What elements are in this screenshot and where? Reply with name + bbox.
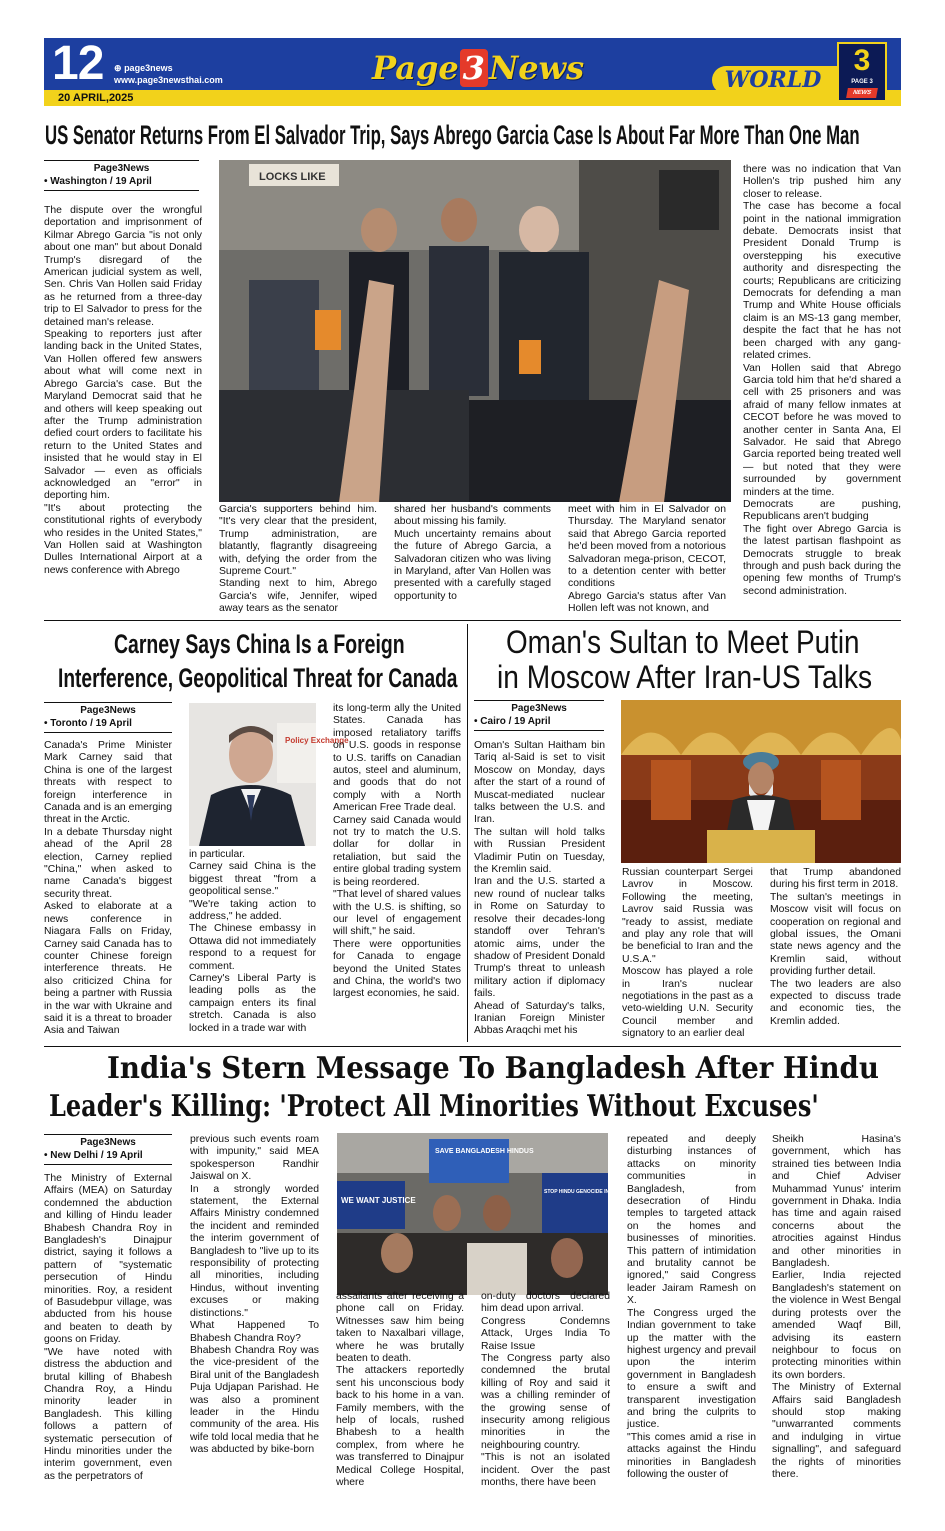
article4-col1-text: The Ministry of External Affairs (MEA) on Saturday condemned the abduction and killing of Hindu leader Bhabesh Chandra Roy in Bangladesh's Dinajpur district, saying it follows a pattern of "systematic persecution of Hindu minorities. Roy, a resident of Basudebpur village, was abducted from his house and beaten to death by goons on Friday. "We have noted with distress the abduction and brutal killing of Bhabesh Chandra Roy, a Hindu minority leader in Bangladesh. This killing follows a pattern of systematic persecution of Hindu minorities under the interim government, even as the perpetrators of — [44, 1173, 172, 1482]
article2-photo-sign: Policy Exchange — [285, 736, 349, 745]
article3-col1-text: Oman's Sultan Haitham bin Tariq al-Said is set to visit Moscow on Monday, days after the start of a round of Muscat-mediated nuclear talks between the U.S. and Iran. The sultan will hold talks with Russian President Vladimir Putin on Tuesday, the Kremlin said. Iran and the U.S. started a new round of nuclear talks in Rome on Saturday to resolve their decades-long standoff over Tehran's atomic aims, under the shadow of President Donald Trump's threat to unleash military action if diplomacy fails. Ahead of Saturday's talks, Iranian Foreign Minister Abbas Araqchi met his — [474, 740, 605, 1037]
article1-source: Page3News — [44, 160, 199, 175]
article4-col4 — [481, 1291, 610, 1491]
article4-headline-line1: India's Stern Message To Bangladesh After Hindu — [107, 1051, 879, 1086]
article1-col1-text: The dispute over the wrongful deportation and imprisonment of Kilmar Abrego Garcia "is not only about one man" but about Donald Trump's disregard of the American judicial system as well, Sen. Chris Van Hollen said Friday as he returned from a three-day trip to El Salvador to press for the detained man's release. Speaking to reporters just after landing back in the United States, Van Hollen offered few answers about what will come next in Abrego Garcia's case. But the Maryland Democrat said that he and others will keep speaking out after the Trump administration defied court orders to facilitate his return to the United States and insisted that he would stay in El Salvador — even as officials acknowledged an "error" in deporting him. "It's about protecting the constitutional rights of everybody who resides in the United States," Van Hollen said at Washington Dulles International Airport at a news conference with Abrego — [44, 205, 202, 576]
page-number: 12 — [52, 37, 104, 90]
article2-headline-line1: Carney Says China Is a Foreign — [114, 629, 405, 659]
article3-byline — [474, 700, 604, 731]
article4-col2-text: previous such events roam with impunity," said MEA spokesperson Randhir Jaiswal on X. In a strongly worded statement, the External Affairs Ministry condemned the incident and reminded the interim government of Bangladesh to "live up to its responsibility of protecting all minorities, including Hindus, without inventing excuses or making distinctions." What Happened To Bhabesh Chandra Roy? Bhabesh Chandra Roy was the vice-president of the Biral unit of the Bangladesh Puja Udjapan Parishad. He was also a prominent leader in the Hindu community of the area. His wife told local media that he was abducted by bike-born — [190, 1134, 319, 1456]
article3-col1 — [474, 740, 605, 1042]
article4-source: Page3News — [44, 1134, 172, 1149]
article3-headline-line1: Oman's Sultan to Meet Putin — [506, 624, 860, 660]
corner-logo-line1: PAGE 3 — [851, 79, 873, 85]
article4-col5 — [627, 1134, 756, 1491]
article4-col3-text: assailants after receiving a phone call on Friday. Witnesses saw him being taken to Naxalbari village, where he was brutally beaten to death. The attackers reportedly sent his unconscious body back to his home in a van. Family members, with the help of locals, rushed Bhabesh to a health complex, from where he was transferred to Dinajpur Medical College Hospital, where — [336, 1291, 464, 1489]
article1-col5-text: there was no indication that Van Hollen's trip pushed him any closer to release. The case has become a focal point in the national immigration debate. Democrats insist that President Donald Trump is overstepping his executive authority and disrespecting the courts; Republicans are criticizing Democrats for defending a man Trump and White House officials claim is an MS-13 gang member, despite the fact that he has not been charged with any gang-related crimes. Van Hollen said that Abrego Garcia told him that he'd shared a cell with 25 prisoners and was afraid of many fellow inmates at CECOT before he was moved to another center in Santa Ana, El Salvador. He said that Abrego Garcia reported being treated well — but noted that they were surrounded by government minders at the time. Democrats are pushing, Republicans aren't budging The fight over Abrego Garcia is the latest partisan flashpoint as Democrats struggle to break through and push back during the opening few months of Trump's second administration. — [743, 164, 901, 597]
article3-col3 — [770, 867, 901, 1042]
article1-col5 — [743, 164, 901, 617]
article2-col1 — [44, 740, 172, 1042]
article4-dateline: • New Delhi / 19 April — [44, 1149, 172, 1165]
article4-byline — [44, 1134, 172, 1165]
article2-dateline: • Toronto / 19 April — [44, 717, 172, 733]
article1-col1 — [44, 205, 202, 617]
article3-col2-text: Russian counterpart Sergei Lavrov in Moscow. Following the meeting, Lavrov said Russia was "ready to assist, mediate and play any role that will be beneficial to Iran and the U.S.A." Moscow has played a role in Iran's nuclear negotiations in the past as a veto-wielding U.N. Security Council member and signatory to an earlier deal — [622, 867, 753, 1040]
article4-col1 — [44, 1173, 172, 1491]
article1-col2 — [219, 504, 377, 617]
article3-source: Page3News — [474, 700, 604, 715]
corner-logo — [837, 42, 887, 102]
article3-headline-line2: in Moscow After Iran-US Talks — [497, 659, 873, 695]
article4-col4-text: on-duty doctors declared him dead upon arrival. Congress Condemns Attack, Urges India To Raise Issue The Congress party also condemned the brutal killing of Roy and said it was a chilling reminder of the growing sense of insecurity among religious minorities in the neighbouring country. "This is not an isolated incident. Over the past months, there have been — [481, 1291, 610, 1489]
article1-dateline: • Washington / 19 April — [44, 175, 199, 191]
article2-photo — [189, 703, 349, 846]
article3-dateline: • Cairo / 19 April — [474, 715, 604, 731]
article1-col3-text: shared her husband's comments about missing his family. Much uncertainty remains about the future of Abrego Garcia, a Salvadoran citizen who was living in Maryland, after Van Hollen was presented with a carefully staged opportunity to — [394, 504, 551, 602]
corner-logo-line2: NEWS — [846, 88, 878, 98]
article2-col2 — [189, 849, 316, 1042]
website-link[interactable]: www.page3newsthai.com — [114, 75, 223, 85]
article1-col4-text: meet with him in El Salvador on Thursday. The Maryland senator said that Abrego Garcia reported he'd been moved from a notorious Salvadoran mega-prison, CECOT, to a detention center with better conditions Abrego Garcia's status after Van Hollen left was not known, and — [568, 504, 726, 615]
article1-byline — [44, 160, 199, 191]
article1-col3 — [394, 504, 551, 617]
article4-photo-sign3: STOP HINDU GENOCIDE IN BANGLADESH — [544, 1189, 646, 1195]
divider-vertical — [467, 624, 468, 1042]
article1-headline: US Senator Returns From El Salvador Trip, Says Abrego Garcia Case Is About Far More Than One Man — [45, 120, 860, 150]
article3-col3-text: that Trump abandoned during his first term in 2018. The sultan's meetings in Moscow visit will focus on cooperation on regional and global issues, the Omani state news agency and the Kremlin said, without providing further detail. The two leaders are also expected to discuss trade and economic ties, the Kremlin added. — [770, 867, 901, 1027]
article4-col6-text: Sheikh Hasina's government, which has strained ties between India and Chief Adviser Muhammad Yunus' interim government in Dhaka. India has time and again raised concerns about the atrocities against Hindus and other minorities in Bangladesh. Earlier, India rejected Bangladesh's statement on the violence in West Bengal during protests over the amended Waqf Bill, advising its eastern neighbour to focus on protecting minorities within its own borders. The Ministry of External Affairs said Bangladesh should stop making "unwarranted comments and indulging in virtue signalling", and safeguard the rights of minorities there. — [772, 1134, 901, 1480]
section-tab — [712, 66, 837, 94]
article4-col6 — [772, 1134, 901, 1491]
article4-col2 — [190, 1134, 319, 1491]
article2-headline-line2: Interference, Geopolitical Threat for Canada — [58, 663, 458, 693]
divider-article4 — [44, 1046, 901, 1047]
article2-col3-text: its long-term ally the United States. Canada has imposed retaliatory tariffs on U.S. goods in response to U.S. tariffs on Canadian autos, steel and aluminum, and goods that do not comply with a North American Free Trade deal. Carney said Canada would not try to match the U.S. dollar for dollar in retaliation, but said the entire global trading system is being reordered. "That level of shared values with the U.S. is shifting, so our level of engagement will shift," he said. There were opportunities for Canada to engage beyond the United States and China, the world's two largest economies, he said. — [333, 703, 461, 1000]
globe-icon: ⊕ — [114, 63, 122, 73]
article2-col2-text: in particular. Carney said China is the biggest threat "from a geopolitical sense." "We're taking action to address," he added. The Chinese embassy in Ottawa did not immediately respond to a request for comment. Carney's Liberal Party is leading polls as the campaign enters its final stretch. Canada is also locked in a trade war with — [189, 849, 316, 1034]
article3-col2 — [622, 867, 753, 1042]
article4-col5-text: repeated and deeply disturbing instances of attacks on minority communities in Bangladesh, from desecration of Hindu temples to targeted attack on the homes and businesses of minorities. This pattern of intimidation and brutality cannot be ignored," said Congress leader Jairam Ramesh on X. The Congress urged the Indian government to take up the matter with the highest urgency and prevail upon the interim government in Bangladesh to ensure a swift and transparent investigation and bring the culprits to justice. "This comes amid a rise in attacks against the Hindu minorities in Bangladesh following the ouster of — [627, 1134, 756, 1480]
article1-photo-sign: LOCKS LIKE — [259, 171, 326, 183]
article2-col3 — [333, 703, 461, 1042]
article2-byline — [44, 702, 172, 733]
article4-headline-line2: Leader's Killing: 'Protect All Minorities Without Excuses' — [49, 1089, 819, 1124]
article2-source: Page3News — [44, 702, 172, 717]
article3-photo — [621, 700, 901, 863]
divider-article1 — [44, 620, 901, 621]
corner-logo-number: 3 — [853, 44, 871, 77]
section-label: WORLD — [724, 67, 822, 93]
article4-photo-sign2: WE WANT JUSTICE — [341, 1196, 416, 1205]
article4-col3 — [336, 1291, 464, 1491]
issue-date: 20 APRIL,2025 — [58, 92, 134, 104]
article1-col2-text: Garcia's supporters behind him. "It's very clear that the president, Trump administration, are blatantly, flagrantly disagreeing with, defying the order from the Supreme Court." Standing next to him, Abrego Garcia's wife, Jennifer, wiped away tears as the senator — [219, 504, 377, 615]
newspaper-logo: Page 3 News — [372, 49, 585, 87]
masthead — [44, 38, 901, 106]
article1-col4 — [568, 504, 726, 617]
article1-photo — [219, 160, 731, 502]
article2-col1-text: Canada's Prime Minister Mark Carney said that China is one of the largest threats with respect to foreign interference in Canada and is an emerging threat in the Arctic. In a debate Thursday night ahead of the April 28 election, Carney replied "China," when asked to name Canada's biggest security threat. Asked to elaborate at a news conference in Niagara Falls on Friday, Carney said Canada has to counter Chinese foreign interference threats. He also criticized China for being a partner with Russia in the war with Ukraine and said it is a threat to broader Asia and Taiwan — [44, 740, 172, 1037]
article4-photo — [337, 1133, 646, 1295]
article4-photo-sign1: SAVE BANGLADESH HINDUS — [435, 1148, 534, 1155]
site-handle: page3news — [124, 63, 173, 73]
masthead-web — [114, 62, 223, 86]
